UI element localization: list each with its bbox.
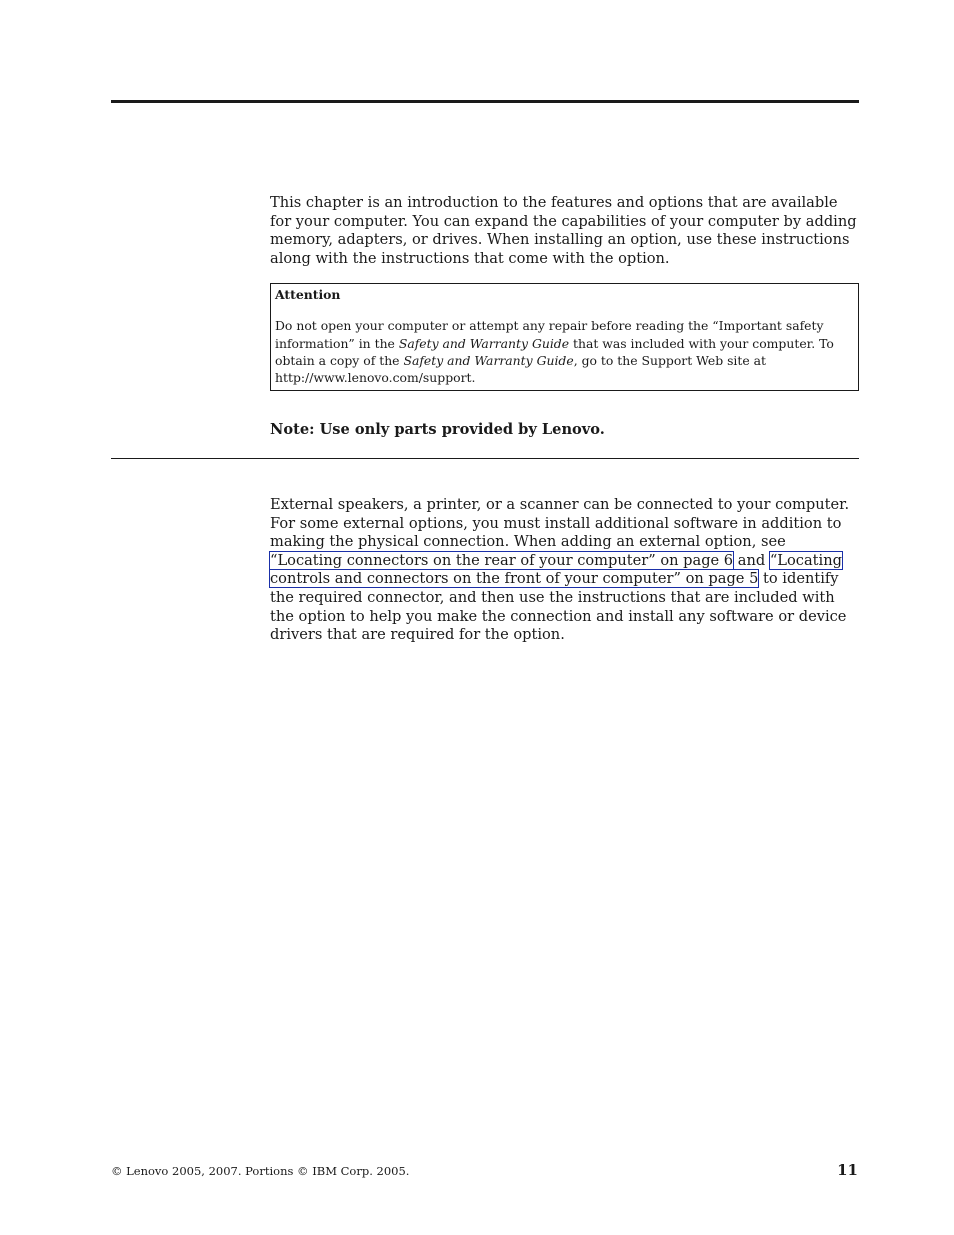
attention-text (275, 317, 854, 386)
page-number: 11 (837, 1161, 858, 1179)
attention-text-part: Do not open your computer or attempt any repair before reading the “Important safety information” in the (275, 318, 824, 351)
attention-box (270, 283, 859, 391)
guide-title: Safety and Warranty Guide (403, 352, 574, 368)
external-options-paragraph (270, 496, 860, 645)
paragraph-text-part: External speakers, a printer, or a scanner can be connected to your computer. For some external options, you must install additional software in addition to making the physical connection. When adding an external option, see (270, 496, 850, 551)
link-front-controls[interactable]: “Locating controls and connectors on the front of your computer” on page 5 (270, 551, 842, 588)
chapter-top-rule (111, 100, 859, 103)
guide-title: Safety and Warranty Guide (398, 335, 570, 351)
section-rule (111, 458, 859, 459)
attention-text-part: that was included with your computer. To obtain a copy of the (275, 335, 834, 368)
intro-paragraph: This chapter is an introduction to the features and options that are available for your computer. You can expand the capabilities of your computer by adding memory, adapters, or drives. When installing an option, use these instructions along with the instructions that come with the option. (270, 194, 857, 267)
paragraph-text-part: to identify the required connector, and then use the instructions that are included with the option to help you make the connection and install any software or device drivers that are required for the option. (270, 570, 847, 644)
paragraph-text-part: and (733, 551, 770, 569)
attention-title: Attention (275, 287, 341, 302)
attention-text-part: , go to the Support Web site at http://www.lenovo.com/support. (275, 352, 767, 386)
link-rear-connectors[interactable]: “Locating connectors on the rear of your computer” on page 6 (270, 551, 734, 569)
note: Note: Use only parts provided by Lenovo. (270, 421, 605, 438)
footer-copyright: © Lenovo 2005, 2007. Portions © IBM Corp. 2005. (111, 1164, 410, 1178)
